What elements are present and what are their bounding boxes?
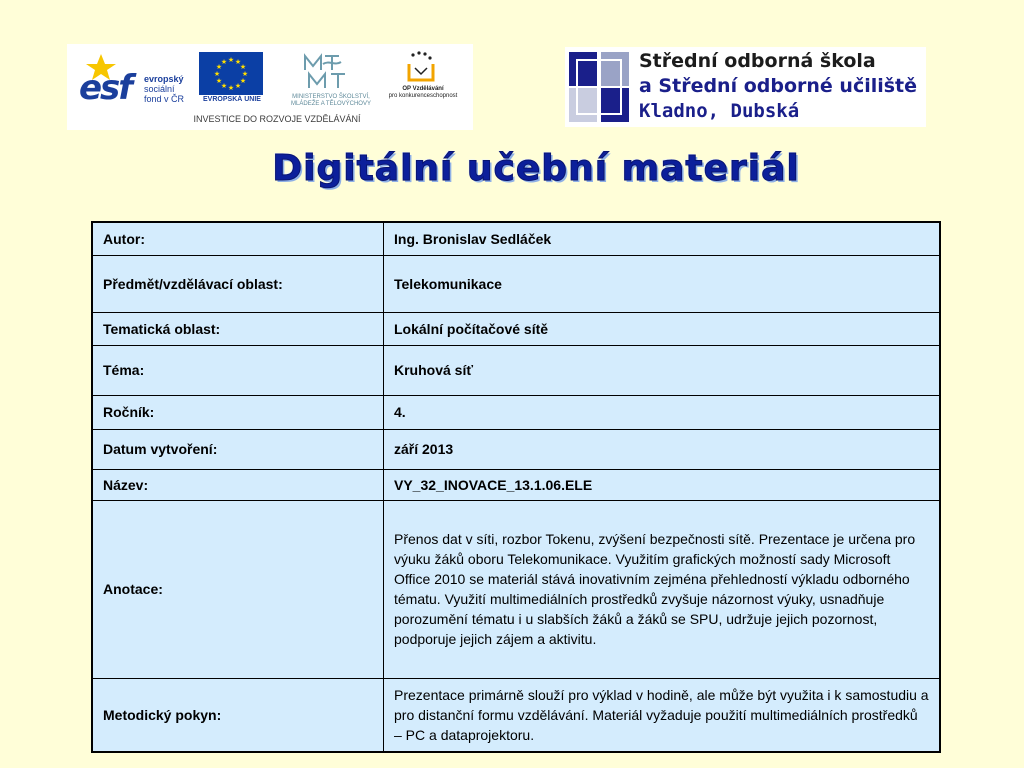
svg-text:★: ★ (227, 56, 235, 64)
row-label: Datum vytvoření: (92, 429, 384, 469)
table-row-anotace (92, 500, 940, 678)
op-caption (381, 86, 465, 100)
table-row-metodicky-pokyn (92, 678, 940, 752)
row-value: Prezentace primárně slouží pro výklad v hodině, ale může být využita i k samostudiu a pro distanční formu vzdělávání. Materiál vyžaduje použití multimediálních prostředků – PC a dataprojektoru. (384, 678, 941, 752)
row-value: 4. (384, 395, 941, 429)
school-name-line-1: Střední odborná škola (639, 50, 876, 72)
table-row-tema (92, 345, 940, 395)
table-row-rocnik (92, 395, 940, 429)
row-value: Přenos dat v síti, rozbor Tokenu, zvýšení bezpečnosti sítě. Prezentace je určena pro výuku žáků oboru Telekomunikace. Využitím grafických možností sady Microsoft Office 2010 se materiál stává inovativním zejména přehledností výkladu odborného tématu. Využití multimediálních prostředků zvyšuje názornost výuky, usnadňuje porozumění tématu i u slabších žáků a žáků se SPU, udržuje jejich pozornost, podporuje jejich zájem a aktivitu. (384, 500, 941, 678)
svg-text:★: ★ (220, 82, 228, 90)
op-caption-line-1: OP Vzdělávání (402, 86, 444, 92)
table-row-datum (92, 429, 940, 469)
svg-text:★: ★ (215, 77, 223, 85)
row-label: Název: (92, 469, 384, 500)
op-vzdelavani-logo-icon (401, 50, 441, 86)
row-label: Tematická oblast: (92, 312, 384, 345)
eu-caption: EVROPSKÁ UNIE (203, 96, 261, 103)
svg-text:★: ★ (239, 63, 247, 71)
row-label: Předmět/vzdělávací oblast: (92, 255, 384, 312)
esf-line-1: evropský (144, 74, 184, 84)
material-info-table (91, 221, 941, 753)
row-value: VY_32_INOVACE_13.1.06.ELE (384, 469, 941, 500)
eu-flag-icon (199, 52, 263, 95)
svg-text:★: ★ (220, 58, 228, 66)
school-name-line-2: a Střední odborné učiliště (639, 75, 918, 97)
school-logo (565, 47, 926, 127)
row-value: Telekomunikace (384, 255, 941, 312)
page-title: Digitální učební materiál (272, 148, 800, 189)
svg-text:★: ★ (239, 77, 247, 85)
row-value: Ing. Bronislav Sedláček (384, 222, 941, 255)
row-value: září 2013 (384, 429, 941, 469)
row-value: Kruhová síť (384, 345, 941, 395)
row-label: Autor: (92, 222, 384, 255)
esf-line-3: fond v ČR (144, 94, 185, 104)
row-label: Ročník: (92, 395, 384, 429)
investice-caption: INVESTICE DO ROZVOJE VZDĚLÁVÁNÍ (193, 114, 361, 124)
table-row-autor (92, 222, 940, 255)
svg-text:★: ★ (241, 70, 249, 78)
svg-text:★: ★ (234, 58, 242, 66)
msmt-logo-icon (299, 52, 355, 92)
esf-line-2: sociální (144, 84, 175, 94)
svg-text:★: ★ (234, 82, 242, 90)
row-label: Anotace: (92, 500, 384, 678)
row-label: Téma: (92, 345, 384, 395)
school-name-line-3: Kladno, Dubská (639, 100, 800, 122)
svg-text:★: ★ (213, 70, 221, 78)
msmt-caption: MINISTERSTVO ŠKOLSTVÍ, MLÁDEŽE A TĚLOVÝCHOVY (291, 94, 371, 107)
sponsor-logo-strip (67, 44, 473, 130)
op-caption-line-2: pro konkurenceschopnost (388, 93, 458, 99)
svg-text:★: ★ (215, 63, 223, 71)
row-label: Metodický pokyn: (92, 678, 384, 752)
table-row-predmet (92, 255, 940, 312)
esf-logo-letters: esf (79, 68, 132, 108)
school-emblem-icon (567, 50, 631, 124)
svg-text:★: ★ (227, 84, 235, 92)
row-value: Lokální počítačové sítě (384, 312, 941, 345)
table-row-nazev (92, 469, 940, 500)
table-row-tematicka-oblast (92, 312, 940, 345)
